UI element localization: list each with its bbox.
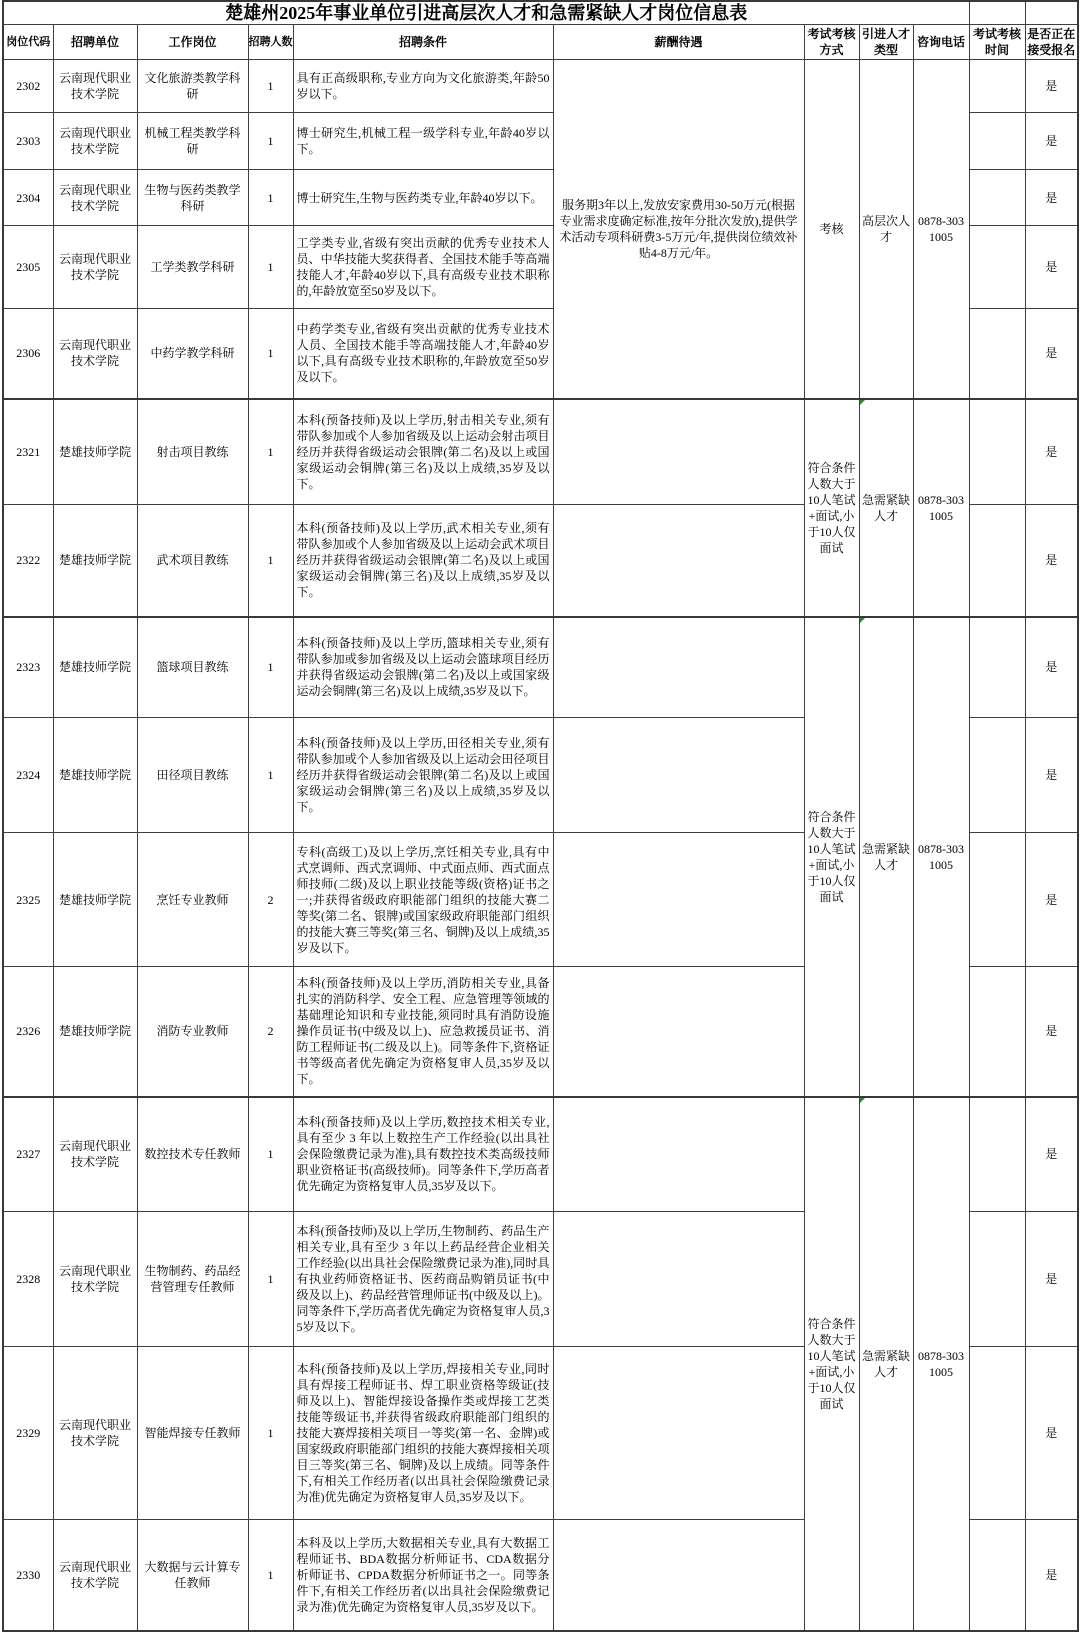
unit-cell: 云南现代职业技术学院 — [53, 226, 137, 309]
count-cell: 1 — [248, 1347, 293, 1520]
table-row — [3, 617, 1078, 718]
accepting-cell: 是 — [1025, 1347, 1078, 1520]
count-cell: 1 — [248, 617, 293, 718]
position-code-cell: 2323 — [3, 617, 53, 718]
salary-cell — [553, 833, 804, 967]
talent-type-label: 急需紧缺人才 — [861, 492, 910, 523]
exam-time-cell — [969, 617, 1025, 718]
job-title-cell: 文化旅游类教学科研 — [137, 60, 248, 113]
table-row — [3, 1097, 1078, 1212]
talent-type-cell — [859, 1097, 913, 1631]
cell-flag-triangle — [860, 618, 865, 623]
job-title-cell: 机械工程类教学科研 — [137, 113, 248, 170]
title-row-empty-cell — [1025, 1, 1078, 25]
accepting-cell: 是 — [1025, 170, 1078, 226]
talent-type-cell — [859, 617, 913, 1097]
unit-cell: 楚雄技师学院 — [53, 617, 137, 718]
talent-type-label: 急需紧缺人才 — [861, 841, 910, 872]
accepting-cell: 是 — [1025, 113, 1078, 170]
condition-cell: 专科(高级工)及以上学历,烹饪相关专业,具有中式烹调师、西式烹调师、中式面点师、西式面点师技师(二级)及以上职业技能等级(资格)证书之一;并获得省级政府职能部门组织的技能大赛二等奖(第二名、银牌)或国家级政府职能部门组织的技能大赛三等奖(第三名、铜牌)及以上成绩,35岁及以下。 — [293, 833, 553, 967]
unit-cell: 云南现代职业技术学院 — [53, 60, 137, 113]
job-title-cell: 田径项目教练 — [137, 718, 248, 833]
unit-cell: 云南现代职业技术学院 — [53, 1097, 137, 1212]
position-code-cell: 2324 — [3, 718, 53, 833]
job-title-cell: 武术项目教练 — [137, 505, 248, 617]
count-cell: 1 — [248, 1520, 293, 1631]
unit-cell: 云南现代职业技术学院 — [53, 113, 137, 170]
condition-cell: 本科(预备技师)及以上学历,数控技术相关专业,具有至少 3 年以上数控生产工作经验(以出具社会保险缴费记录为准),具有数控技术类高级技师职业资格证书(高级技师)。同等条件下,学历高者优先确定为资格复审人员,35岁及以下。 — [293, 1097, 553, 1212]
title-row-empty-cell — [969, 1, 1025, 25]
condition-cell: 本科(预备技师)及以上学历,消防相关专业,具备扎实的消防科学、安全工程、应急管理等领域的基础理论知识和专业技能,须同时具有消防设施操作员证书(中级及以上)、应急救援员证书、消防工程师证书(二级及以上)。同等条件下,资格证书等级高者优先确定为资格复审人员,35岁及以下。 — [293, 967, 553, 1097]
accepting-cell: 是 — [1025, 309, 1078, 399]
exam-time-cell — [969, 170, 1025, 226]
cell-flag-triangle — [860, 400, 865, 405]
count-cell: 1 — [248, 60, 293, 113]
phone-cell: 0878-3031005 — [913, 1097, 969, 1631]
count-cell: 1 — [248, 113, 293, 170]
position-code-cell: 2327 — [3, 1097, 53, 1212]
accepting-cell: 是 — [1025, 1097, 1078, 1212]
accepting-cell: 是 — [1025, 505, 1078, 617]
unit-cell: 云南现代职业技术学院 — [53, 1347, 137, 1520]
unit-cell: 云南现代职业技术学院 — [53, 309, 137, 399]
table-row — [3, 60, 1078, 113]
accepting-cell: 是 — [1025, 833, 1078, 967]
exam-method-cell: 符合条件人数大于10人笔试+面试,小于10人仅面试 — [804, 1097, 859, 1631]
count-cell: 1 — [248, 718, 293, 833]
col-header-phone: 咨询电话 — [913, 25, 969, 60]
col-header-salary: 薪酬待遇 — [553, 25, 804, 60]
exam-time-cell — [969, 1097, 1025, 1212]
condition-cell: 工学类专业,省级有突出贡献的优秀专业技术人员、中华技能大奖获得者、全国技术能手等高端技能人才,年龄40岁以下,具有高级专业技术职称的,年龄放宽至50岁及以下。 — [293, 226, 553, 309]
count-cell: 2 — [248, 833, 293, 967]
exam-method-cell: 考核 — [804, 60, 859, 399]
unit-cell: 云南现代职业技术学院 — [53, 1520, 137, 1631]
position-code-cell: 2322 — [3, 505, 53, 617]
exam-time-cell — [969, 718, 1025, 833]
phone-cell: 0878-3031005 — [913, 60, 969, 399]
count-cell: 1 — [248, 505, 293, 617]
count-cell: 1 — [248, 226, 293, 309]
accepting-cell: 是 — [1025, 1212, 1078, 1347]
position-code-cell: 2329 — [3, 1347, 53, 1520]
accepting-cell: 是 — [1025, 718, 1078, 833]
condition-cell: 本科(预备技师)及以上学历,射击相关专业,须有带队参加或个人参加省级及以上运动会射击项目经历并获得省级运动会银牌(第二名)及以上或国家级运动会铜牌(第三名)及以上成绩,35岁及以下。 — [293, 399, 553, 505]
exam-time-cell — [969, 399, 1025, 505]
condition-cell: 具有正高级职称,专业方向为文化旅游类,年龄50岁以下。 — [293, 60, 553, 113]
condition-cell: 博士研究生,生物与医药类专业,年龄40岁以下。 — [293, 170, 553, 226]
recruitment-table — [2, 0, 1079, 1632]
unit-cell: 楚雄技师学院 — [53, 833, 137, 967]
exam-time-cell — [969, 226, 1025, 309]
exam-time-cell — [969, 113, 1025, 170]
col-header-count: 招聘人数 — [248, 25, 293, 60]
condition-cell: 本科(预备技师)及以上学历,生物制药、药品生产相关专业,具有至少 3 年以上药品经营企业相关工作经验(以出具社会保险缴费记录为准),同时具有执业药师资格证书、医药商品购销员证书(中级及以上)、药品经营管理师证书(中级及以上)。同等条件下,学历高者优先确定为资格复审人员,35岁及以下。 — [293, 1212, 553, 1347]
unit-cell: 云南现代职业技术学院 — [53, 1212, 137, 1347]
accepting-cell: 是 — [1025, 967, 1078, 1097]
position-code-cell: 2305 — [3, 226, 53, 309]
unit-cell: 楚雄技师学院 — [53, 505, 137, 617]
salary-cell — [553, 1097, 804, 1212]
job-title-cell: 智能焊接专任教师 — [137, 1347, 248, 1520]
position-code-cell: 2328 — [3, 1212, 53, 1347]
salary-cell — [553, 1212, 804, 1347]
count-cell: 1 — [248, 1212, 293, 1347]
phone-cell: 0878-3031005 — [913, 399, 969, 617]
job-title-cell: 消防专业教师 — [137, 967, 248, 1097]
exam-time-cell — [969, 60, 1025, 113]
condition-cell: 本科(预备技师)及以上学历,焊接相关专业,同时具有焊接工程师证书、焊工职业资格等级证(技师及以上)、智能焊接设备操作类或焊接工艺类技能等级证书,并获得省级政府职能部门组织的技能大赛焊接相关项目一等奖(第一名、金牌)或国家级政府职能部门组织的技能大赛焊接相关项目三等奖(第三名、铜牌)及以上成绩。同等条件下,有相关工作经历者(以出具社会保险缴费记录为准)优先确定为资格复审人员,35岁及以下。 — [293, 1347, 553, 1520]
position-code-cell: 2303 — [3, 113, 53, 170]
condition-cell: 本科(预备技师)及以上学历,篮球相关专业,须有带队参加或参加省级及以上运动会篮球项目经历并获得省级运动会银牌(第二名)及以上或国家级运动会铜牌(第三名)及以上成绩,35岁及以下。 — [293, 617, 553, 718]
position-code-cell: 2302 — [3, 60, 53, 113]
job-title-cell: 生物制药、药品经营管理专任教师 — [137, 1212, 248, 1347]
salary-cell — [553, 505, 804, 617]
salary-cell: 服务期3年以上,发放安家费用30-50万元(根据专业需求度确定标准,按年分批次发放),提供学术活动专项科研费3-5万元/年,提供岗位绩效补贴4-8万元/年。 — [553, 60, 804, 399]
job-title-cell: 工学类教学科研 — [137, 226, 248, 309]
count-cell: 1 — [248, 309, 293, 399]
count-cell: 1 — [248, 1097, 293, 1212]
col-header-job: 工作岗位 — [137, 25, 248, 60]
position-code-cell: 2306 — [3, 309, 53, 399]
position-code-cell: 2326 — [3, 967, 53, 1097]
table-row — [3, 399, 1078, 505]
header-row — [3, 25, 1078, 60]
col-header-unit: 招聘单位 — [53, 25, 137, 60]
salary-cell — [553, 399, 804, 505]
exam-time-cell — [969, 1347, 1025, 1520]
talent-type-label: 急需紧缺人才 — [861, 1348, 910, 1379]
position-code-cell: 2325 — [3, 833, 53, 967]
exam-time-cell — [969, 309, 1025, 399]
condition-cell: 本科(预备技师)及以上学历,田径相关专业,须有带队参加或个人参加省级及以上运动会田径项目经历并获得省级运动会银牌(第二名)及以上或国家级运动会铜牌(第三名)及以上成绩,35岁及以下。 — [293, 718, 553, 833]
salary-cell — [553, 617, 804, 718]
accepting-cell: 是 — [1025, 399, 1078, 505]
accepting-cell: 是 — [1025, 60, 1078, 113]
job-title-cell: 篮球项目教练 — [137, 617, 248, 718]
job-title-cell: 生物与医药类教学科研 — [137, 170, 248, 226]
talent-type-cell — [859, 399, 913, 617]
job-title-cell: 中药学教学科研 — [137, 309, 248, 399]
job-title-cell: 大数据与云计算专任教师 — [137, 1520, 248, 1631]
unit-cell: 云南现代职业技术学院 — [53, 170, 137, 226]
unit-cell: 楚雄技师学院 — [53, 967, 137, 1097]
accepting-cell: 是 — [1025, 617, 1078, 718]
condition-cell: 本科(预备技师)及以上学历,武术相关专业,须有带队参加或个人参加省级及以上运动会武术项目经历并获得省级运动会银牌(第二名)及以上或国家级运动会铜牌(第三名)及以上成绩,35岁及以下。 — [293, 505, 553, 617]
unit-cell: 楚雄技师学院 — [53, 718, 137, 833]
count-cell: 2 — [248, 967, 293, 1097]
exam-time-cell — [969, 833, 1025, 967]
job-title-cell: 数控技术专任教师 — [137, 1097, 248, 1212]
exam-time-cell — [969, 1520, 1025, 1631]
count-cell: 1 — [248, 399, 293, 505]
position-code-cell: 2304 — [3, 170, 53, 226]
accepting-cell: 是 — [1025, 226, 1078, 309]
salary-cell — [553, 967, 804, 1097]
salary-cell — [553, 718, 804, 833]
position-code-cell: 2330 — [3, 1520, 53, 1631]
exam-time-cell — [969, 1212, 1025, 1347]
salary-cell — [553, 1520, 804, 1631]
exam-time-cell — [969, 505, 1025, 617]
cell-flag-triangle — [860, 1098, 865, 1103]
count-cell: 1 — [248, 170, 293, 226]
col-header-exam-time: 考试考核时间 — [969, 25, 1025, 60]
condition-cell: 博士研究生,机械工程一级学科专业,年龄40岁以下。 — [293, 113, 553, 170]
col-header-position-code: 岗位代码 — [3, 25, 53, 60]
phone-cell: 0878-3031005 — [913, 617, 969, 1097]
exam-method-cell: 符合条件人数大于10人笔试+面试,小于10人仅面试 — [804, 399, 859, 617]
condition-cell: 中药学类专业,省级有突出贡献的优秀专业技术人员、全国技术能手等高端技能人才,年龄40岁以下,具有高级专业技术职称的,年龄放宽至50岁及以下。 — [293, 309, 553, 399]
unit-cell: 楚雄技师学院 — [53, 399, 137, 505]
job-title-cell: 烹饪专业教师 — [137, 833, 248, 967]
condition-cell: 本科及以上学历,大数据相关专业,具有大数据工程师证书、BDA数据分析师证书、CDA数据分析师证书、CPDA数据分析师证书之一。同等条件下,有相关工作经历者(以出具社会保险缴费记录为准)优先确定为资格复审人员,35岁及以下。 — [293, 1520, 553, 1631]
accepting-cell: 是 — [1025, 1520, 1078, 1631]
talent-type-cell: 高层次人才 — [859, 60, 913, 399]
salary-cell — [553, 1347, 804, 1520]
col-header-accepting: 是否正在接受报名 — [1025, 25, 1078, 60]
position-code-cell: 2321 — [3, 399, 53, 505]
col-header-talent-type: 引进人才类型 — [859, 25, 913, 60]
col-header-exam-method: 考试考核方式 — [804, 25, 859, 60]
job-title-cell: 射击项目教练 — [137, 399, 248, 505]
col-header-condition: 招聘条件 — [293, 25, 553, 60]
exam-time-cell — [969, 967, 1025, 1097]
page-title: 楚雄州2025年事业单位引进高层次人才和急需紧缺人才岗位信息表 — [3, 1, 969, 25]
exam-method-cell: 符合条件人数大于10人笔试+面试,小于10人仅面试 — [804, 617, 859, 1097]
